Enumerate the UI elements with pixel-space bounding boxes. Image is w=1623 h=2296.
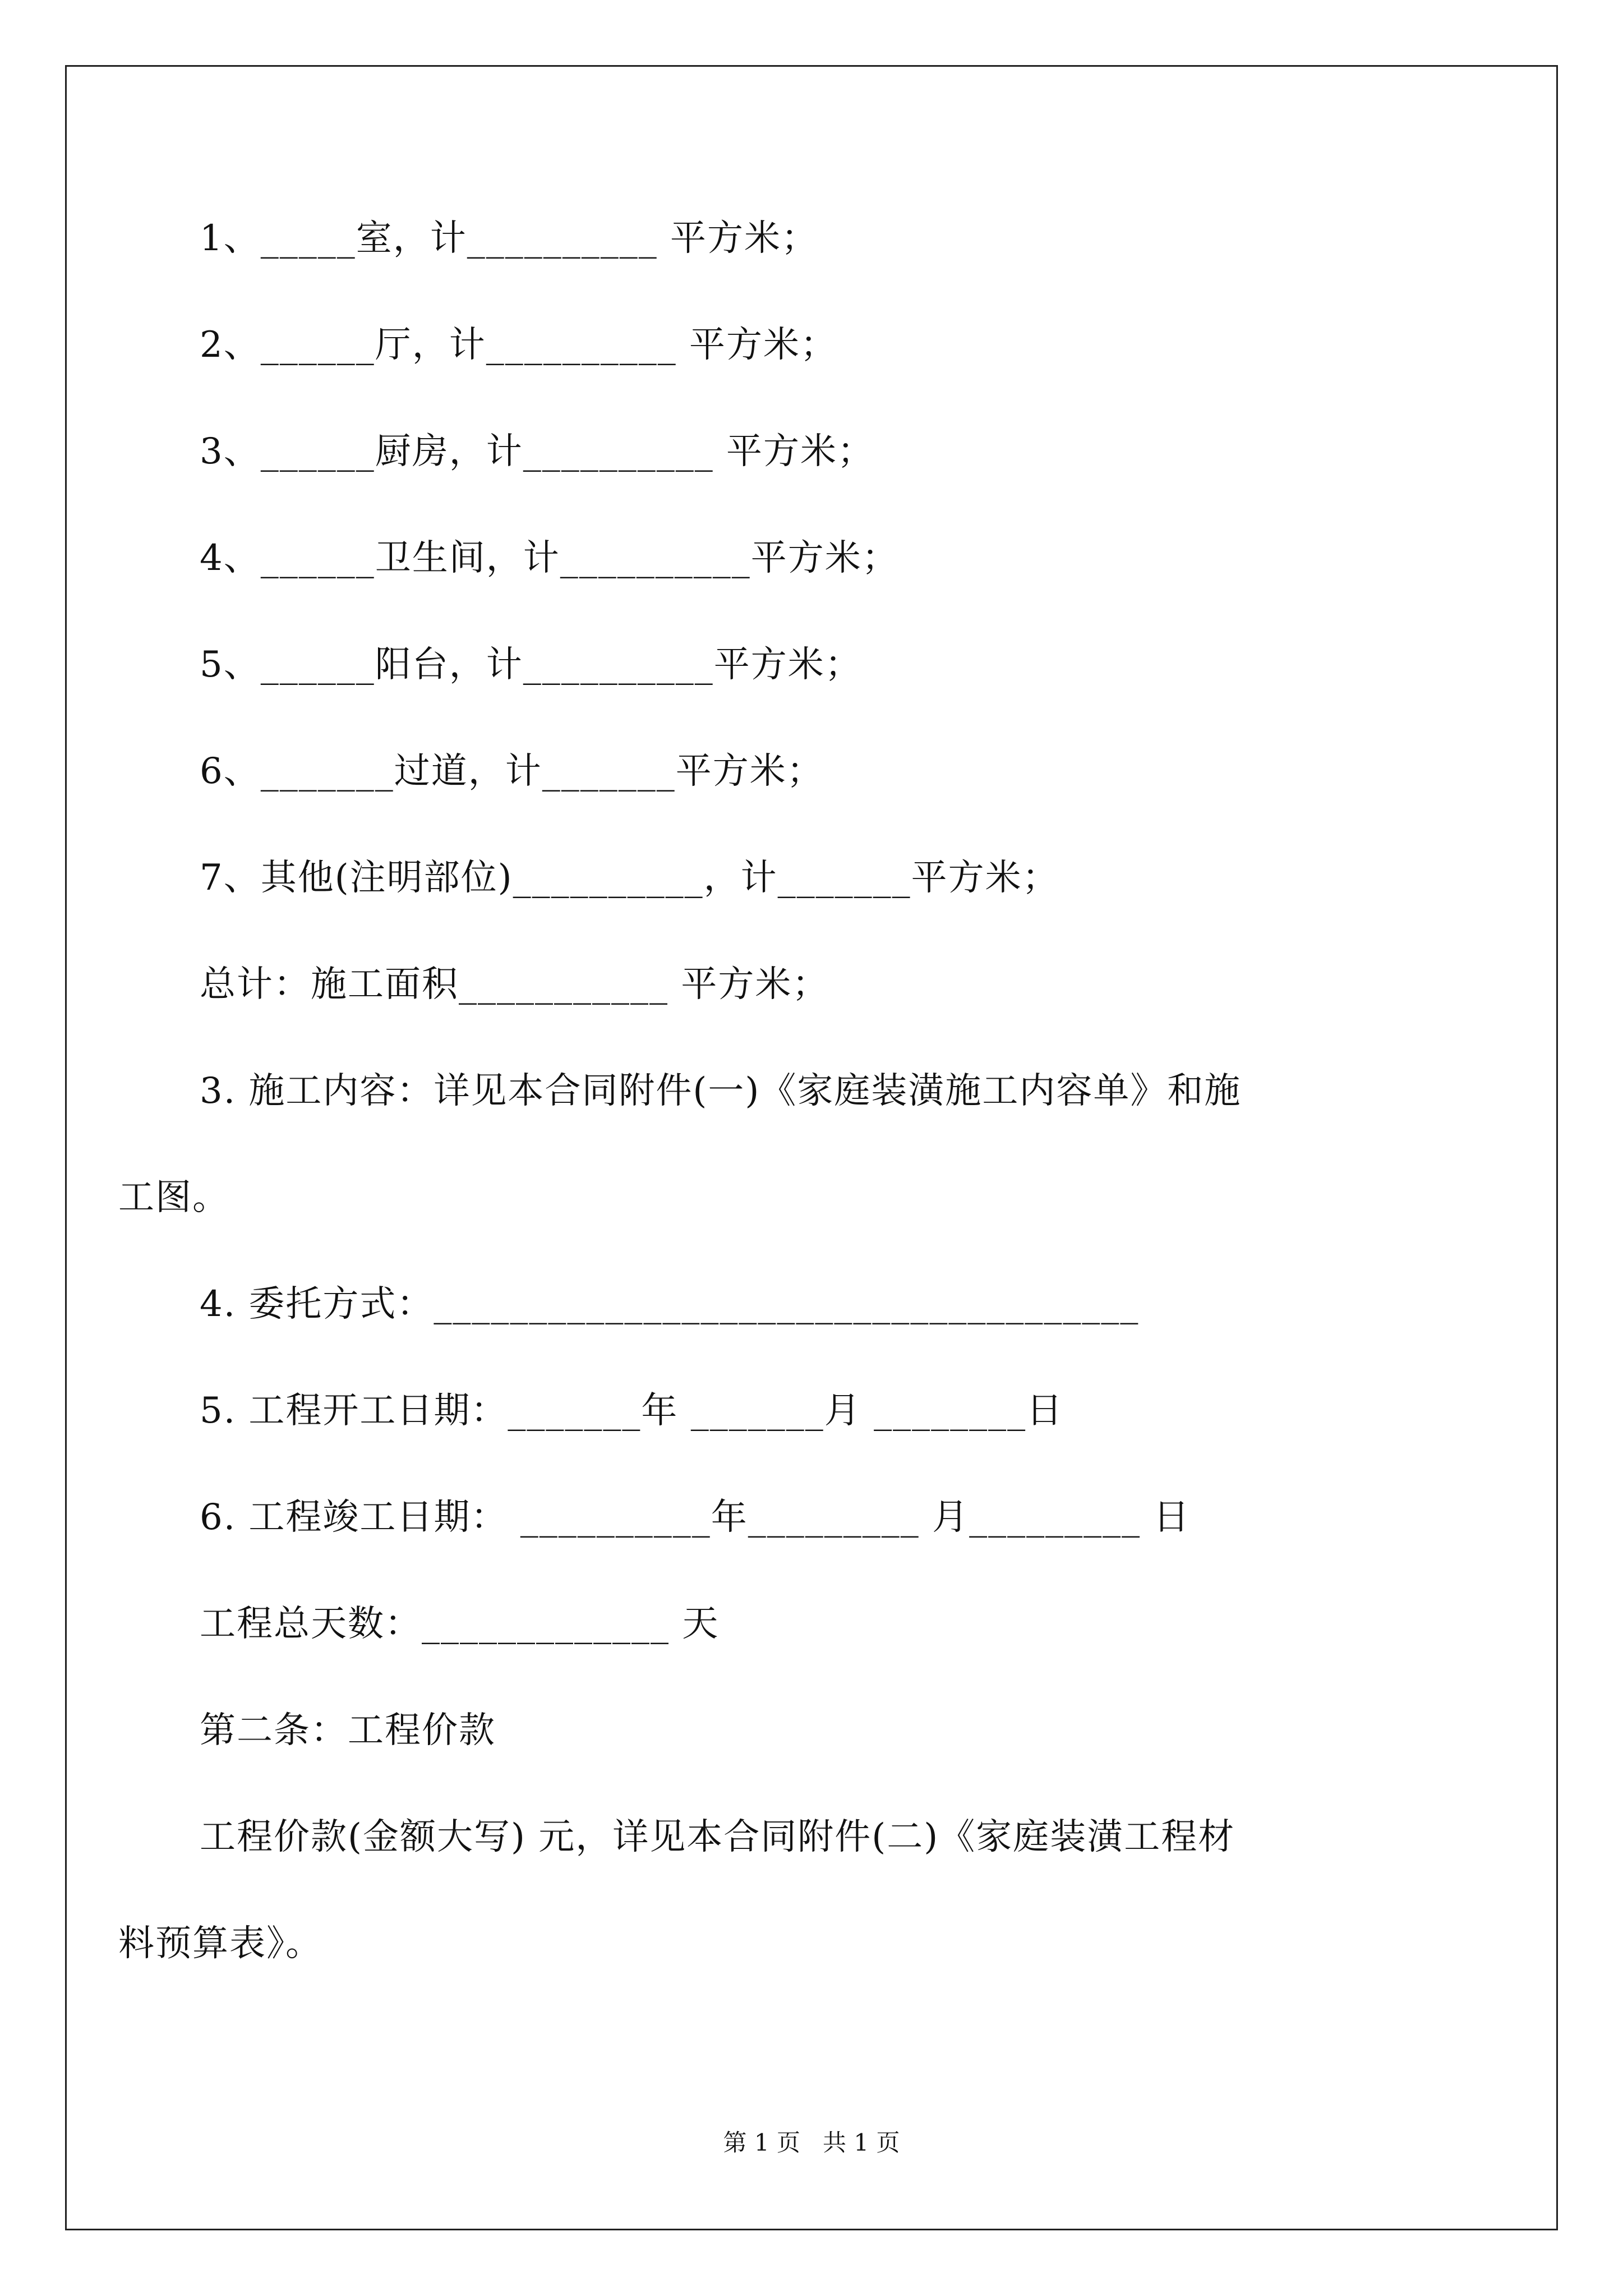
other-area-line-7: 7、其他(注明部位)__________，计_______平方米；	[200, 857, 1059, 899]
construction-content-continuation: 工图。	[118, 1177, 229, 1218]
total-days-line: 工程总天数：_____________ 天	[200, 1603, 720, 1645]
page-border	[65, 65, 1558, 2230]
project-price-continuation: 料预算表》。	[118, 1923, 322, 1964]
bathroom-line-4: 4、______卫生间，计__________平方米；	[200, 537, 899, 579]
room-count-line-1: 1、_____室，计__________ 平方米；	[200, 218, 819, 259]
completion-date-line: 6. 工程竣工日期： __________年_________ 月_________ 日	[200, 1497, 1191, 1538]
total-area-line: 总计：施工面积___________ 平方米；	[200, 964, 829, 1005]
start-date-line: 5. 工程开工日期：_______年 _______月 ________日	[200, 1390, 1064, 1432]
commission-method-line: 4. 委托方式：_____________________________________	[200, 1283, 1140, 1325]
construction-content-line: 3. 施工内容：详见本合同附件(一)《家庭装潢施工内容单》和施	[200, 1070, 1242, 1112]
page-number-footer: 第 1 页 共 1 页	[723, 2129, 900, 2156]
corridor-line-6: 6、_______过道，计_______平方米；	[200, 751, 824, 792]
kitchen-line-3: 3、______厨房，计__________ 平方米；	[200, 431, 875, 472]
project-price-line: 工程价款(金额大写) 元，详见本合同附件(二)《家庭装潢工程材	[200, 1816, 1235, 1858]
balcony-line-5: 5、______阳台，计__________平方米；	[200, 644, 862, 685]
hall-count-line-2: 2、______厅，计__________ 平方米；	[200, 324, 838, 366]
article-two-heading: 第二条：工程价款	[200, 1710, 496, 1751]
